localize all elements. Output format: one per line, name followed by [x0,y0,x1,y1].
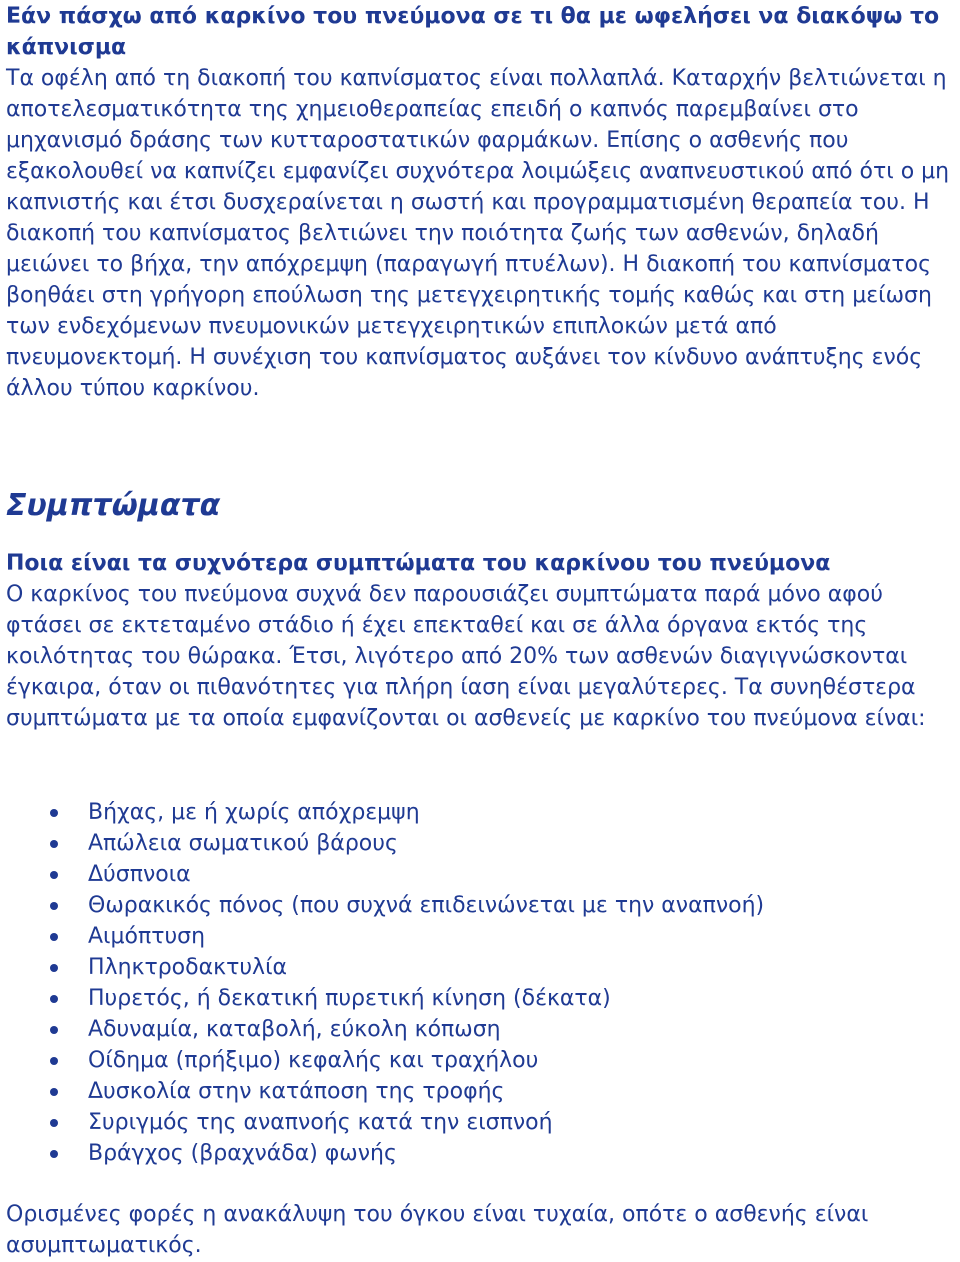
list-item [6,1076,764,1107]
bullet-icon [50,933,58,941]
symptom-text: Αιμόπτυση [88,924,206,949]
symptom-text: Δύσπνοια [88,862,191,887]
symptom-text: Βράγχος (βραχνάδα) φωνής [88,1141,397,1166]
symptoms-list [6,797,764,1169]
closing-paragraph: Ορισμένες φορές η ανακάλυψη του όγκου είναι τυχαία, οπότε ο ασθενής είναι ασυμπτωματικός. [6,1202,869,1258]
list-item [6,1107,764,1138]
bullet-icon [50,1119,58,1127]
bullet-icon [50,840,58,848]
smoking-benefits-paragraph: Τα οφέλη από τη διακοπή του καπνίσματος είναι πολλαπλά. Καταρχήν βελτιώνεται η αποτελεσματικότητα της χημειοθεραπείας επειδή ο καπνός παρεμβαίνει στο μηχανισμό δράσης των κυτταροστατικών φαρμάκων. Επίσης ο ασθενής που εξακολουθεί να καπνίζει εμφανίζει συχνότερα λοιμώξεις αναπνευστικού από ότι ο μη καπνιστής και έτσι δυσχεραίνεται η σωστή και προγραμματισμένη θεραπεία του. Η διακοπή του καπνίσματος βελτιώνει την ποιότητα ζωής των ασθενών, δηλαδή μειώνει το βήχα, την απόχρεμψη (παραγωγή πτυέλων). Η διακοπή του καπνίσματος βοηθάει στη γρήγορη επούλωση της μετεγχειρητικής τομής καθώς και στη μείωση των ενδεχόμενων πνευμονικών μετεγχειρητικών επιπλοκών μετά από πνευμονεκτομή. Η συνέχιση του καπνίσματος αυξάνει τον κίνδυνο ανάπτυξης ενός άλλου τύπου καρκίνου. [6,66,950,401]
symptom-text: Πληκτροδακτυλία [88,955,288,980]
bullet-icon [50,1057,58,1065]
bullet-icon [50,1150,58,1158]
symptom-text: Συριγμός της αναπνοής κατά την εισπνοή [88,1110,553,1135]
list-item [6,1045,764,1076]
list-item [6,859,764,890]
symptoms-section-title: Συμπτώματα [6,488,221,523]
symptoms-intro-paragraph: Ο καρκίνος του πνεύμονα συχνά δεν παρουσιάζει συμπτώματα παρά μόνο αφού φτάσει σε εκτεταμένο στάδιο ή έχει επεκταθεί και σε άλλα όργανα εκτός της κοιλότητας του θώρακα. Έτσι, λιγότερο από 20% των ασθενών διαγιγνώσκονται έγκαιρα, όταν οι πιθανότητες για πλήρη ίαση είναι μεγαλύτερες. Τα συνηθέστερα συμπτώματα με τα οποία εμφανίζονται οι ασθενείς με καρκίνο του πνεύμονα είναι: [6,582,926,731]
bullet-icon [50,871,58,879]
symptoms-intro-block [6,548,956,734]
list-item [6,797,764,828]
bullet-icon [50,964,58,972]
list-item [6,983,764,1014]
symptom-text: Δυσκολία στην κατάποση της τροφής [88,1079,505,1104]
list-item [6,890,764,921]
bullet-icon [50,809,58,817]
list-item [6,952,764,983]
list-item [6,1014,764,1045]
document-page [6,0,956,1258]
list-item [6,921,764,952]
symptom-text: Αδυναμία, καταβολή, εύκολη κόπωση [88,1017,501,1042]
list-item [6,828,764,859]
symptom-text: Πυρετός, ή δεκατική πυρετική κίνηση (δέκατα) [88,986,611,1011]
symptoms-question-heading: Ποια είναι τα συχνότερα συμπτώματα του καρκίνου του πνεύμονα [6,551,831,576]
bullet-icon [50,1088,58,1096]
bullet-icon [50,902,58,910]
list-item [6,1138,764,1169]
symptom-text: Θωρακικός πόνος (που συχνά επιδεινώνεται με την αναπνοή) [88,893,765,918]
symptom-text: Βήχας, με ή χωρίς απόχρεμψη [88,800,420,825]
symptom-text: Απώλεια σωματικού βάρους [88,831,398,856]
smoking-question-heading: Εάν πάσχω από καρκίνο του πνεύμονα σε τι θα με ωφελήσει να διακόψω το κάπνισμα [6,4,940,60]
bullet-icon [50,995,58,1003]
symptom-text: Οίδημα (πρήξιμο) κεφαλής και τραχήλου [88,1048,539,1073]
bullet-icon [50,1026,58,1034]
